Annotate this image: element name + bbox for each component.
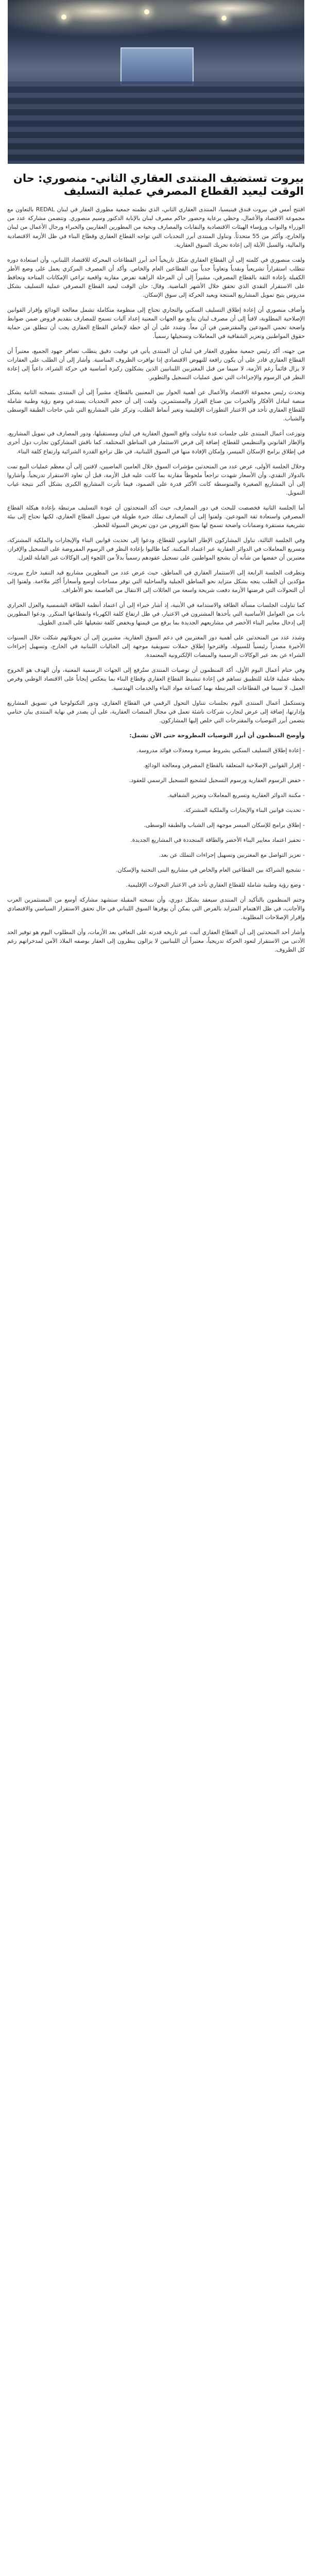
- hero-spotlight: [144, 9, 149, 14]
- hero-spotlight: [221, 15, 227, 21]
- article-paragraph: وشدد عدد من المتحدثين على أهمية دور المغتربين في دعم السوق العقارية، مشيرين إلى أن تحويلاتهم شكلت خلال السنوات الأخيرة مصدراً رئيسياً للسيولة. واقترحوا إطلاق حملات تسويقية موجهة إلى الجاليات اللبنانية في الخارج، وتسهيل إجراءات الشراء عن بعد عبر الوكالات الرسمية والمنصات الإلكترونية المعتمدة.: [7, 634, 305, 659]
- article-paragraph: افتتح أمس في بيروت فندق فينيسيا، المنتدى العقاري الثاني، الذي نظمته جمعية مطوري العقار في لبنان REDAL بالتعاون مع مجموعة الاقتصاد والأعمال، وحظي برعاية وحضور حاكم مصرف لبنان بالإنابة الدكتور وسيم منصوري. وتتضمن مشاركة عدد من الوزراء والنواب ورؤساء الهيئات الاقتصادية والنقابات والمصارف ونخبة من المطورين العقاريين والخبراء ورجال الأعمال من لبنان والخارج، وأكثر من 55 متحدثاً. وتناول المنتدى أبرز التحديات التي تواجه القطاع العقاري وقطاع البناء في ظل الأزمة الاقتصادية والمالية، والسبل الآيلة إلى إعادة تحريك السوق العقارية.: [7, 206, 305, 248]
- recommendation-item: - إطلاق برامج للإسكان الميسر موجهة إلى الشباب والطبقة الوسطى.: [144, 822, 305, 828]
- article-paragraph: وفي ختام أعمال اليوم الأول، أكد المنظمون أن توصيات المنتدى ستُرفع إلى الجهات الرسمية المعنية، وأن الهدف هو الخروج بخطة عملية قابلة للتطبيق تساهم في إعادة تنشيط القطاع العقاري وقطاع البناء بما ينعكس إيجاباً على الاقتصاد الوطني وفرص العمل، لا سيما في القطاعات المرتبطة بهما كصناعة مواد البناء والخدمات الهندسية.: [7, 667, 305, 691]
- article-paragraph: من جهته، أكد رئيس جمعية مطوري العقار في لبنان أن المنتدى يأتي في توقيت دقيق يتطلب تضافر جهود الجميع، معتبراً أن القطاع العقاري قادر على أن يكون رافعة للنهوض الاقتصادي إذا توافرت الظروف المناسبة. وأشار إلى أن الطلب على العقارات لا يزال قائماً رغم الأزمة، لا سيما من قبل المغتربين اللبنانيين الذين يشكلون ركيزة أساسية في حركة الشراء، داعياً إلى إعادة النظر في الرسوم والإجراءات التي تعيق عمليات التسجيل والتطوير.: [7, 348, 305, 381]
- recommendation-item: - إقرار القوانين الإصلاحية المتعلقة بالقطاع المصرفي ومعالجة الودائع.: [143, 761, 305, 769]
- recommendation-item: - تحفيز اعتماد معايير البناء الأخضر والطاقة المتجددة في المشاريع الجديدة.: [130, 837, 305, 844]
- hero-spotlight: [61, 14, 66, 20]
- recommendation-item: - وضع رؤية وطنية شاملة للقطاع العقاري تأخذ في الاعتبار التحولات الإقليمية.: [126, 882, 305, 889]
- recommendation-item: - مكننة الدوائر العقارية وتسريع المعاملات وتعزيز الشفافية.: [167, 791, 305, 799]
- recommendation-item: - إعادة إطلاق التسليف السكني بشروط ميسرة ومعدلات فوائد مدروسة.: [136, 747, 305, 754]
- article-paragraph: كما تناولت الجلسات مسألة الطاقة والاستدامة في الأبنية، إذ أشار خبراء إلى أن اعتماد أنظمة الطاقة الشمسية والعزل الحراري بات من العوامل الأساسية التي يأخذها المشترون في الاعتبار، في ظل ارتفاع كلفة الكهرباء وانقطاعها المتكرر. ودعوا المطورين إلى إدخال معايير البناء الأخضر في مشاريعهم الجديدة بما يرفع من قيمتها ويخفض كلفة تشغيلها على المدى الطويل.: [7, 602, 305, 626]
- recommendation-item: - تشجيع الشراكة بين القطاعين العام والخاص في مشاريع البنى التحتية والإسكان.: [116, 867, 305, 874]
- recommendation-item: - خفض الرسوم العقارية ورسوم التسجيل لتشجيع التسجيل الرسمي للعقود.: [129, 776, 305, 784]
- article-paragraph: وتطرقت الجلسة الرابعة إلى الاستثمار العقاري في المناطق، حيث عرض عدد من المطورين مشاريع قيد التنفيذ خارج بيروت، مؤكدين أن الطلب يتجه بشكل متزايد نحو المناطق الجبلية والساحلية التي توفر مساحات أوسع وأسعاراً أكثر ملاءمة. ولفتوا إلى أن التحولات التي فرضتها الأزمة دفعت شريحة واسعة من العائلات إلى الانتقال من العاصمة نحو الأطراف.: [7, 569, 305, 594]
- article-title: بيروت تستضيف المنتدى العقاري الثاني- منصوري: حان الوقت ليعيد القطاع المصرفي عملية التسليف: [13, 172, 304, 198]
- hero-image: [8, 0, 304, 164]
- article-body: [7, 205, 305, 954]
- article-paragraph: وخلال الجلسة الأولى، عرض عدد من المتحدثين مؤشرات السوق خلال العامين الماضيين، لافتين إلى أن معظم عمليات البيع تمت بالدولار النقدي، وأن الأسعار شهدت تراجعاً ملحوظاً مقارنة بما كانت عليه قبل الأزمة، قبل أن تعاود الاستقرار تدريجياً. وأشاروا إلى أن المشاريع الصغيرة والمتوسطة كانت الأكثر قدرة على الصمود، فيما تأثرت المشاريع الكبرى بشكل أكبر نتيجة غياب التمويل.: [7, 463, 305, 496]
- article-paragraph: وتوزعت أعمال المنتدى على جلسات عدة تناولت واقع السوق العقارية في لبنان ومستقبلها، ودور المصارف في تمويل المشاريع، والإطار القانوني والتنظيمي للقطاع، إضافة إلى فرص الاستثمار في المناطق المختلفة. كما ناقش المشاركون تجارب دول أخرى في إطلاق برامج الإسكان الميسر، وإمكان الإفادة منها في السوق اللبنانية، في ظل تراجع القدرة الشرائية وارتفاع كلفة البناء.: [7, 430, 305, 455]
- article-paragraph: وختم المنظمون بالتأكيد أن المنتدى سيعقد بشكل دوري، وأن نسخته المقبلة ستشهد مشاركة أوسع من المستثمرين العرب والأجانب، في ظل الاهتمام المتزايد بالفرص التي يمكن أن يوفرها السوق اللبناني في حال تحقق الاستقرار السياسي والاقتصادي وإقرار الإصلاحات المطلوبة.: [7, 896, 305, 921]
- article-paragraph: وفي الجلسة الثالثة، تناول المشاركون الإطار القانوني للقطاع، ودعوا إلى تحديث قوانين البناء والإيجارات والملكية المشتركة، وتسريع المعاملات في الدوائر العقارية عبر اعتماد المكننة. كما طالبوا بإعادة النظر في الرسوم المفروضة على التسجيل والإفراز، معتبرين أن خفضها من شأنه أن يشجع المواطنين على تسجيل عقودهم رسمياً بدلاً من اللجوء إلى الوكالات غير القابلة للعزل.: [7, 536, 305, 561]
- article-paragraph: ولفت منصوري في كلمته إلى أن القطاع العقاري شكل تاريخياً أحد أبرز القطاعات المحركة للاقتصاد اللبناني، وأن استعادة دوره تتطلب استقراراً تشريعياً ونقدياً وتعاوناً جدياً بين القطاعين العام والخاص. وأكد أن المصرف المركزي يعمل على وضع الأطر الكفيلة بإعادة الثقة بالقطاع المصرفي، مشيراً إلى أن المرحلة الراهنة تفرض مقاربة واقعية تراعي الإمكانات المتاحة وتحافظ على الاستقرار النقدي الذي تحقق خلال الأشهر الماضية. وقال: حان الوقت ليعيد القطاع المصرفي عملية التسليف بشكل مدروس يتيح تمويل المشاريع المنتجة ويعيد الحركة إلى سوق الإسكان.: [7, 256, 305, 298]
- article-paragraph: وأضاف منصوري أن إعادة إطلاق التسليف السكني والتجاري تحتاج إلى منظومة متكاملة تشمل معالجة الودائع وإقرار القوانين الإصلاحية المطلوبة، لافتاً إلى أن مصرف لبنان يتابع مع الجهات المعنية إعداد آليات تسمح للمصارف بتقديم قروض ضمن ضوابط واضحة تحمي المودعين والمقترضين في آن معاً. وشدد على أن أي خطة لإنعاش القطاع العقاري يجب أن تنطلق من حماية حقوق المواطنين وتعزيز الشفافية في المعاملات وتسجيلها رسمياً.: [7, 306, 305, 340]
- article-paragraph: وتحدث رئيس مجموعة الاقتصاد والأعمال عن أهمية الحوار بين المعنيين بالقطاع، مشيراً إلى أن المنتدى بنسخته الثانية يشكل منصة لتبادل الأفكار والخبرات بين صناع القرار والمستثمرين. ولفت إلى أن حجم التحديات يستدعي وضع رؤية وطنية شاملة للقطاع العقاري تأخذ في الاعتبار التطورات الإقليمية وتغير أنماط الطلب، وتركز على المشاريع التي تلبي حاجات الطبقة الوسطى والشباب.: [7, 389, 305, 422]
- article-paragraph: وتستكمل أعمال المنتدى اليوم بجلسات تتناول التحول الرقمي في القطاع العقاري، ودور التكنولوجيا في تسويق المشاريع وإدارتها، إضافة إلى عرض لتجارب شركات ناشئة تعمل في مجال المنصات العقارية، على أن يصدر في نهاية المنتدى بيان ختامي يتضمن أبرز التوصيات والمقترحات التي خلص إليها المشاركون.: [7, 699, 305, 724]
- article-paragraph: أما الجلسة الثانية فخصصت للبحث في دور المصارف، حيث أكد المتحدثون أن عودة التسليف مرتبطة بإعادة هيكلة القطاع المصرفي واستعادة ثقة المودعين. ولفتوا إلى أن المصارف تملك خبرة طويلة في تمويل القطاع العقاري، لكنها تحتاج إلى بيئة تشريعية مستقرة وضمانات واضحة تسمح لها بمنح القروض من دون تعريض السيولة للخطر.: [7, 504, 305, 529]
- hero-audience-rows: [8, 81, 304, 164]
- article-paragraph: وأشار أحد المتحدثين إلى أن القطاع العقاري أثبت عبر تاريخه قدرته على التعافي بعد الأزمات، وأن المطلوب اليوم هو توفير الحد الأدنى من الاستقرار لتعود الحركة تدريجياً، معتبراً أن اللبنانيين لا يزالون ينظرون إلى العقار بوصفه الملاذ الآمن لمدخراتهم رغم كل الظروف.: [7, 929, 305, 954]
- recommendations-intro: وأوضح المنظمون أن أبرز التوصيات المطروحة حتى الآن تشمل:: [129, 732, 305, 739]
- hero-stage-screen: [120, 47, 194, 86]
- recommendation-item: - تعزيز التواصل مع المغتربين وتسهيل إجراءات التملك عن بعد.: [159, 852, 305, 859]
- recommendation-item: - تحديث قوانين البناء والإيجارات والملكية المشتركة.: [183, 806, 305, 814]
